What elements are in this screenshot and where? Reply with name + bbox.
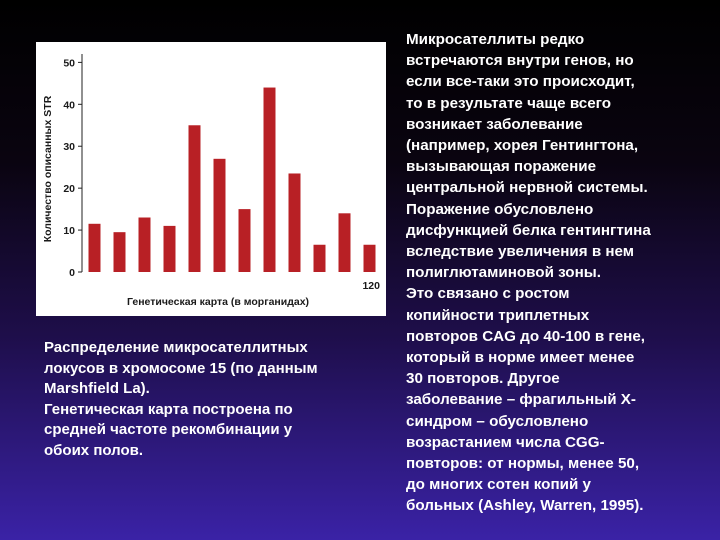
bar: [89, 224, 101, 272]
bar: [239, 209, 251, 272]
bar: [114, 232, 126, 272]
y-axis-label: Количество описанных STR: [42, 95, 54, 243]
bar: [214, 159, 226, 272]
bar: [139, 218, 151, 273]
y-ticks: [63, 57, 82, 279]
x-end-label: 120: [362, 280, 380, 292]
bar: [314, 245, 326, 272]
y-tick-label: 50: [63, 57, 75, 70]
y-tick-label: 10: [63, 225, 75, 238]
bars: [89, 88, 376, 272]
chart-panel: [36, 42, 386, 316]
body-text: Микросателлиты редко встречаются внутри генов, но если все-таки это происходит, то в результате чаще всего возникает заболевание (например, хорея Гентингтона, вызывающая поражение центральной нервной системы. Поражение обусловлено дисфункцией белка гентингтина вследствие увеличения в нем полиглютаминовой зоны. Это связано с ростом копийности триплетных повторов CAG до 40-100 в гене, который в норме имеет менее 30 повторов. Другое заболевание – фрагильный X- синдром – обусловлено возрастанием числа CGG- повторов: от нормы, менее 50, до многих сотен копий у больных (Ashley, Warren, 1995).: [406, 31, 651, 515]
y-tick-label: 40: [63, 99, 75, 112]
chart-caption: Распределение микросателлитных локусов в хромосоме 15 (по данным Marshfield La). Генетическая карта построена по средней частоте рекомбинации у обоих полов.: [44, 339, 318, 459]
y-tick-label: 20: [63, 183, 75, 196]
bar: [264, 88, 276, 272]
bar: [164, 226, 176, 272]
y-tick-label: 0: [69, 267, 75, 279]
bar: [339, 213, 351, 272]
y-axis-label-group: [42, 95, 54, 242]
x-axis-label: Генетическая карта (в морганидах): [126, 296, 310, 308]
bar-chart: [36, 42, 386, 316]
bar: [289, 173, 301, 272]
y-tick-label: 30: [63, 141, 75, 154]
bar: [189, 125, 201, 272]
bar: [364, 245, 376, 272]
